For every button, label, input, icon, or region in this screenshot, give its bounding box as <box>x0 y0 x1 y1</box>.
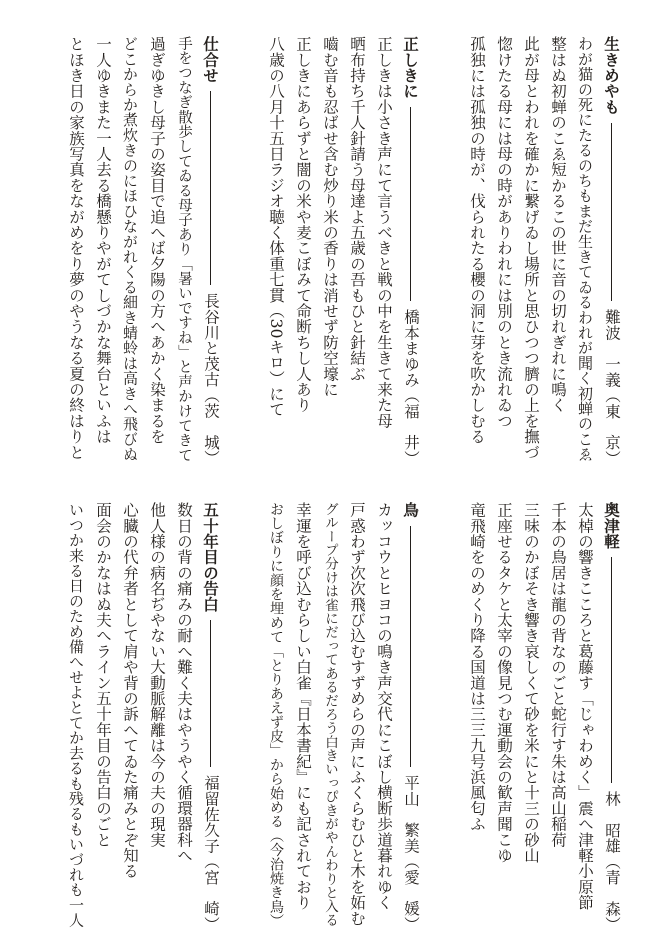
title-rule <box>210 620 211 767</box>
poem-line: 一人ゆきまた一人去る橋懸りやがてしづかな舞台といふは <box>94 36 112 445</box>
poem-header <box>598 36 625 466</box>
poem-line: 晒布持ち千人針請う母達よ五歳の吾もひと針結ぶ <box>348 36 366 382</box>
poem-block-gojunenme <box>36 502 224 932</box>
poem-line: 正しきは小さき声にて言うべきと戦の中を生きて来た母 <box>375 36 393 429</box>
poem-line: 孤独には孤独の時が、伐られたる櫻の洞に芽を吹かしむる <box>468 36 486 445</box>
poem-line: とほき日の家族写真をながめをり夢のやうなる夏の終はりと <box>67 36 85 460</box>
poem-line: 八歳の八月十五日ラジオ聴く体重七貫（30キロ）にて <box>267 36 285 418</box>
title-rule <box>210 91 211 285</box>
poem-line: 嚙む音も忍ばせ含む炒り米の香りは消せず防空壕に <box>321 36 339 398</box>
poem-line: 竜飛崎をのめくり降る国道は三三九号浜風匂ふ <box>468 502 486 832</box>
poem-author: 福留佐久子（宮 崎） <box>202 775 220 932</box>
poem-block-shiawase <box>36 36 224 466</box>
poem-title: 仕合せ <box>201 36 220 84</box>
poem-line: 此が母とわれを確かに繋げゐし場所と思ひつつ臍の上を撫づ <box>522 36 540 460</box>
poem-block-tadashikini <box>236 36 424 466</box>
poem-header <box>397 502 424 932</box>
poem-block-tori <box>236 502 424 932</box>
poem-title: 正しきに <box>401 36 420 99</box>
poem-line: 太棹の響きこころと葛藤す「じゃわめく」震へ津軽小原節 <box>576 502 594 911</box>
poem-header <box>197 36 224 466</box>
poem-title: 五十年目の告白 <box>201 502 220 612</box>
poem-line: 過ぎゆきし母子の姿目で追へば夕陽の方へあかく染まるを <box>148 36 166 445</box>
poem-line: 千本の鳥居は龍の背なのごと蛇行す朱は高山稲荷 <box>549 502 567 848</box>
poem-line: おしぼりに顔を埋めて「とりあえず皮」から始める（今治焼き鳥） <box>268 502 284 928</box>
poem-line: 面会のかなはぬ夫へライン五十年目の告白のごと <box>94 502 112 848</box>
poem-author: 長谷川と茂古（茨 城） <box>202 293 220 466</box>
poem-block-ikimeyamo <box>437 36 625 466</box>
title-rule <box>410 107 411 301</box>
poem-line: 整はぬ初蝉のこゑ短かるこの世に音の切れぎれに鳴く <box>549 36 567 413</box>
title-rule <box>611 557 612 783</box>
poem-line: グループ分けは雀にだってあるだろう白きいっぴきがやんわりと入る <box>322 502 338 927</box>
poem-line: わが猫の死にたるのちもまだ生きてゐるわれが聞く初蝉のこゑ <box>576 36 594 462</box>
poem-line: いつか来る日のため備へせよとてか去るも残るもいづれも一人 <box>67 502 85 928</box>
poem-header <box>598 502 625 932</box>
title-rule <box>410 526 411 767</box>
poem-line: カッコウとヒヨコの鳴き声交代にこぼし横断歩道暮れゆく <box>375 502 393 911</box>
poem-line: 正しきにあらずと闇の米や麦こぼみて命断ちし人あり <box>294 36 312 413</box>
poem-block-okutsugaru <box>437 502 625 932</box>
poem-title: 鳥 <box>401 502 420 518</box>
poem-line: 三味のかぼそき響き哀しくて砂を米にと十三の砂山 <box>522 502 540 864</box>
poem-title: 奥津軽 <box>602 502 621 550</box>
poem-line: 心臓の代弁者として肩や背の訴へてゐた痛みとぞ知る <box>121 502 139 879</box>
poem-line: 幸運を呼び込むらしい白雀『日本書紀』にも記されており <box>294 502 312 911</box>
poem-author: 林 昭雄（青 森） <box>603 790 621 932</box>
poem-author: 橋本まゆみ（福 井） <box>402 309 420 466</box>
poem-line: 手をつなぎ散歩してゐる母子あり「暑いですね」と声かけてきて <box>176 36 192 463</box>
poem-line: 戸惑わず次次飛び込むすずめらの声にふくらむひと木を妬む <box>348 502 366 926</box>
poem-line: 数日の背の痛みの耐へ難く夫はやうやく循環器科へ <box>175 502 193 864</box>
title-rule <box>611 123 612 302</box>
poem-line: 正座せるタケと太宰の像見つむ運動会の歓声聞こゆ <box>495 502 513 864</box>
poem-line: 他人様の病名ぢやない大動脈解離は今の夫の現実 <box>148 502 166 848</box>
poem-line: どこからか煮炊きのにほひながれくる細き蜻蛉は高きへ飛びぬ <box>121 36 139 462</box>
poem-author: 平山 繁美（愛 媛） <box>402 775 420 932</box>
poem-title: 生きめやも <box>602 36 621 115</box>
poem-header <box>197 502 224 932</box>
poem-author: 難波 一義（東 京） <box>603 309 621 466</box>
poem-header <box>397 36 424 466</box>
poem-line: 惚けたる母には母の時がありわれには別のとき流れゐつ <box>495 36 513 429</box>
